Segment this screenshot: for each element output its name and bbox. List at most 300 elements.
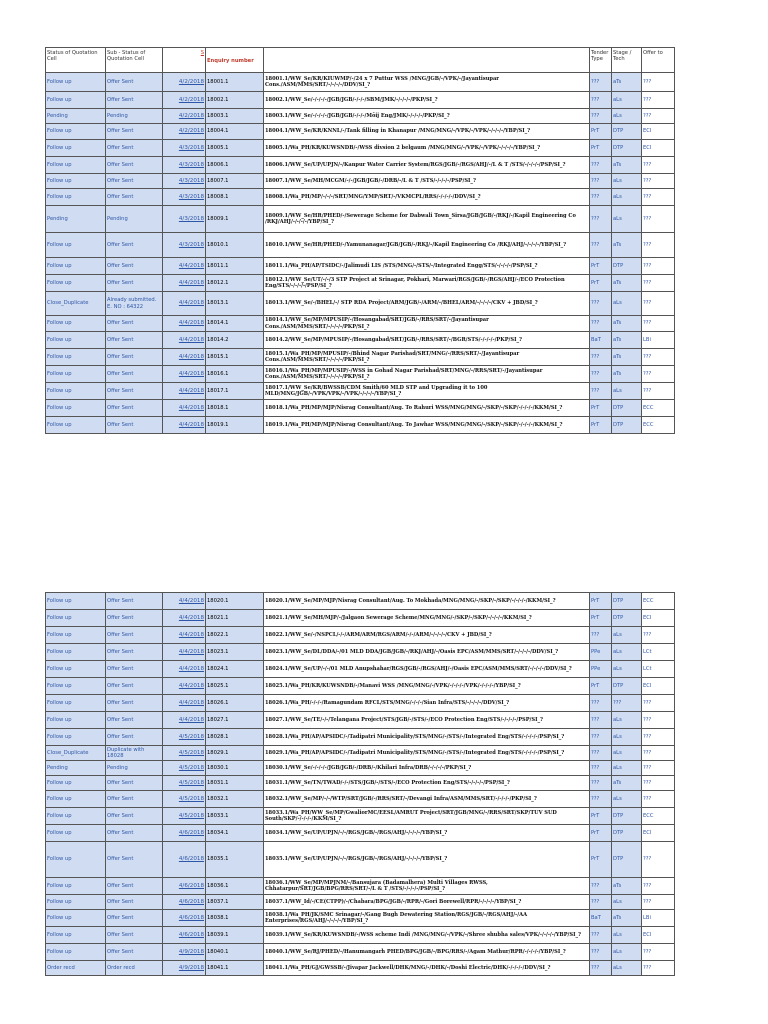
enquiry-number-cell: 18013.1 (206, 292, 264, 316)
tender-type-cell: BaT (590, 332, 612, 349)
description-cell: 18015.1/Wa_PH/MP/MPUSIP/-/Bhind Nagar Parishad/SRT/MNG/-/RRS/SRT/-/Jayantisupar Cons./ASM/MMS/SRT/-/-/-/-/PKP/SI_? (264, 349, 590, 366)
header-stage: Stage / Tech (612, 48, 642, 73)
description-cell: 18004.1/WW_Se/KR/KNNL/-/Tank filling in Khanapur /MNG/MNG/-/VPK/-/VPK/-/-/-/-/YBP/SI_? (264, 124, 590, 140)
date-link[interactable]: 4/2/2018 (163, 73, 206, 92)
table-row (46, 275, 675, 292)
description-cell: 18003.1/WW_Se/-/-/-/-/JGB/JGB/-/-/-/Mōij Eng/JMK/-/-/-/-/PKP/SI_? (264, 109, 590, 124)
enquiry-number-cell: 18018.1 (206, 400, 264, 417)
offer-to-cell: ECI (642, 927, 675, 944)
description-cell: 18002.1/WW_Se/-/-/-/-/JGB/JGB/-/-/-/SBM/JMK/-/-/-/-/PKP/SI_? (264, 92, 590, 109)
status-cell: Follow up (46, 140, 106, 157)
enquiry-number-cell: 18009.1 (206, 206, 264, 233)
offer-to-cell: ??? (642, 316, 675, 332)
status-cell: Follow up (46, 174, 106, 189)
offer-to-cell: ECI (642, 678, 675, 695)
stage-cell: aTs (612, 366, 642, 383)
sub-status-cell: Offer Sent (106, 417, 163, 434)
tender-type-cell: PrT (590, 610, 612, 627)
sub-status-cell: Offer Sent (106, 910, 163, 927)
offer-to-cell: ??? (642, 712, 675, 729)
header-date: S (163, 48, 206, 73)
status-cell: Close_Duplicate (46, 292, 106, 316)
sub-status-cell: Offer Sent (106, 895, 163, 910)
offer-to-cell: ??? (642, 776, 675, 791)
description-cell: 18025.1/Wa_PH/KR/KUWSNDB/-/Manavi WSS /MNG/MNG/-/VPK/-/-/-/-/VPK/-/-/-/-/YBP/SI_? (264, 678, 590, 695)
date-link[interactable]: 4/6/2018 (163, 910, 206, 927)
date-link[interactable]: 4/4/2018 (163, 417, 206, 434)
date-link[interactable]: 4/3/2018 (163, 174, 206, 189)
description-cell: 18027.1/WW_Se/TE/-/-/Telangana Project/STS/JGB/-/STS/-/ECO Protection Eng/STS/-/-/-/-/PSP/SI_? (264, 712, 590, 729)
status-cell: Pending (46, 206, 106, 233)
status-cell: Follow up (46, 400, 106, 417)
stage-cell: aLs (612, 644, 642, 661)
table-row (46, 157, 675, 174)
table-row (46, 944, 675, 961)
table-row (46, 842, 675, 878)
sub-status-cell: Offer Sent (106, 593, 163, 610)
table-row (46, 292, 675, 316)
date-link[interactable]: 4/3/2018 (163, 189, 206, 206)
description-cell: 18039.1/WW_Se/KR/KUWSNDB/-/WSS scheme Indi /MNG/MNG/-/VPK/-/Shree shubha sales/VPK/-/-/-/-/YBP/SI_? (264, 927, 590, 944)
description-cell: 18014.2/WW_Se/MP/MPUSIP/-/Hosangabad/SRT/JGB/-/RRS/SRT/-/BGR/STS/-/-/-/-/PKP/SI_? (264, 332, 590, 349)
stage-cell: aLs (612, 109, 642, 124)
date-link[interactable]: 4/3/2018 (163, 206, 206, 233)
stage-cell: DTP (612, 825, 642, 842)
enquiry-number-cell: 18015.1 (206, 349, 264, 366)
status-cell: Follow up (46, 644, 106, 661)
offer-to-cell: ??? (642, 895, 675, 910)
tender-type-cell: ??? (590, 712, 612, 729)
tender-type-cell: PrT (590, 140, 612, 157)
sub-status-cell: Order recd (106, 961, 163, 976)
date-link[interactable]: 4/2/2018 (163, 124, 206, 140)
date-link[interactable]: 4/4/2018 (163, 627, 206, 644)
description-cell: 18024.1/WW_Se/UP/-/-/01 MLD Anupshahar/RGS/JGB/-/RGS/AHJ/-/Oasis EPC/ASM/MMS/SRT/-/-/-/-/DDV/SI_? (264, 661, 590, 678)
tender-type-cell: BaT (590, 910, 612, 927)
date-link[interactable]: 4/2/2018 (163, 109, 206, 124)
date-link[interactable]: 4/4/2018 (163, 332, 206, 349)
table-row (46, 124, 675, 140)
status-cell: Follow up (46, 233, 106, 258)
tender-type-cell: PrT (590, 417, 612, 434)
tender-type-cell: ??? (590, 627, 612, 644)
description-cell: 18028.1/Wa_PH/AP/APSIDC/-/Tadipatri Municipality/STS/MNG/-/STS/-/Integrated Eng/STS/-/-/-/-/PSP/SI_? (264, 729, 590, 746)
date-link[interactable]: 4/3/2018 (163, 233, 206, 258)
offer-to-cell: ??? (642, 761, 675, 776)
enquiry-number-cell: 18010.1 (206, 233, 264, 258)
tender-type-cell: ??? (590, 157, 612, 174)
header-offer-to: Offer to (642, 48, 675, 73)
tender-type-cell: ??? (590, 189, 612, 206)
stage-cell: aLs (612, 895, 642, 910)
tender-type-cell: ??? (590, 961, 612, 976)
offer-to-cell: ??? (642, 695, 675, 712)
description-cell: 18013.1/WW_Se/-/BHEL/-/ STP RDA Project/ARM/JGB/-/ARM/-/BHEL/ARM/-/-/-/-/CKV + JBD/SI_? (264, 292, 590, 316)
tender-type-cell: ??? (590, 292, 612, 316)
description-cell: 18006.1/WW_Se/UP/UPJN/-/Kanpur Water Carrier System/RGS/JGB/-/RGS/AHJ/-/L & T /STS/-/-/-/-/PSP/SI_? (264, 157, 590, 174)
tender-type-cell: ??? (590, 761, 612, 776)
sub-status-cell: Offer Sent (106, 661, 163, 678)
date-link[interactable]: 4/9/2018 (163, 944, 206, 961)
offer-to-cell: ECC (642, 808, 675, 825)
tender-type-cell: ??? (590, 109, 612, 124)
stage-cell: aLs (612, 961, 642, 976)
stage-cell: aTs (612, 349, 642, 366)
offer-to-cell: ??? (642, 73, 675, 92)
table-row (46, 109, 675, 124)
sub-status-cell: Offer Sent (106, 316, 163, 332)
date-link[interactable]: 4/6/2018 (163, 895, 206, 910)
tender-type-cell: ??? (590, 895, 612, 910)
date-link[interactable]: 4/5/2018 (163, 776, 206, 791)
stage-cell: aTs (612, 233, 642, 258)
header-description (264, 48, 590, 73)
description-cell: 18026.1/Wa_PH/-/-/-/Ramagundam RFCL/STS/MNG/-/-/-/Sian Infra/STS/-/-/-/-/DDV/SI_? (264, 695, 590, 712)
offer-to-cell: ??? (642, 729, 675, 746)
offer-to-cell: ECC (642, 400, 675, 417)
table-row (46, 695, 675, 712)
stage-cell: DTP (612, 417, 642, 434)
offer-to-cell: ??? (642, 258, 675, 275)
header-tender-type: Tender Type (590, 48, 612, 73)
sub-status-cell: Duplicate with 18028 (106, 746, 163, 761)
sub-status-cell: Offer Sent (106, 275, 163, 292)
table-row (46, 776, 675, 791)
tender-type-cell: ??? (590, 927, 612, 944)
stage-cell: aTs (612, 316, 642, 332)
enquiry-number-cell: 18031.1 (206, 776, 264, 791)
stage-cell: aLs (612, 292, 642, 316)
description-cell: 18010.1/WW_Se/HR/PHED/-/Yamunanagar/JGB/JGB/-/RKJ/-/Kapil Engineering Co /RKJ/AHJ/-/-/-/-/YBP/SI_? (264, 233, 590, 258)
description-cell: 18040.1/WW_Se/RJ/PHED/-/Hanumangarh PHED/BPG/JGB/-/BPG/RRS/-/Agam Mathur/RPR/-/-/-/-/YBP/SI_? (264, 944, 590, 961)
table-row (46, 927, 675, 944)
description-cell: 18030.1/WW_Se/-/-/-/-/JGB/JGB/-/DRB/-/Khilari Infra/DRB/-/-/-/-/PKP/SI_? (264, 761, 590, 776)
status-cell: Follow up (46, 349, 106, 366)
description-cell: 18032.1/WW_Se/MP/-/-/WTP/SRT/JGB/-/RRS/SRT/-/Devangi Infra/ASM/MMS/SRT/-/-/-/-/PKP/SI_? (264, 791, 590, 808)
status-cell: Follow up (46, 316, 106, 332)
offer-to-cell: ??? (642, 791, 675, 808)
enquiry-number-cell: 18012.1 (206, 275, 264, 292)
date-link[interactable]: 4/6/2018 (163, 927, 206, 944)
header-sub-status: Sub - Status of Quotation Cell (106, 48, 163, 73)
tender-type-cell: PrT (590, 258, 612, 275)
enquiry-number-cell: 18007.1 (206, 174, 264, 189)
table-row (46, 678, 675, 695)
table-row (46, 878, 675, 895)
sub-status-cell: Offer Sent (106, 233, 163, 258)
tender-type-cell: PrT (590, 593, 612, 610)
enquiry-number-cell: 18035.1 (206, 842, 264, 878)
enquiry-number-cell: 18014.1 (206, 316, 264, 332)
date-link[interactable]: 4/4/2018 (163, 695, 206, 712)
stage-cell: aLs (612, 791, 642, 808)
date-link[interactable]: 4/4/2018 (163, 383, 206, 400)
description-cell: 18020.1/WW_Se/MP/MJP/Nisrag Consultant/Aug. To Mokhada/MNG/MNG/-/SKP/-/SKP/-/-/-/-/KKM/SI_? (264, 593, 590, 610)
offer-to-cell: ??? (642, 189, 675, 206)
tender-type-cell: ??? (590, 776, 612, 791)
sub-status-cell: Offer Sent (106, 944, 163, 961)
description-cell: 18035.1/WW_Se/UP/UPJN/-/-/RGS/JGB/-/RGS/AHJ/-/-/-/-/YBP/SI_? (264, 842, 590, 878)
description-cell: 18019.1/Wa_PH/MP/MJP/Nisrag Consultant/Aug. To Jawhar WSS/MNG/MNG/-/SKP/-/SKP/-/-/-/-/KKM/SI_? (264, 417, 590, 434)
offer-to-cell: ECC (642, 417, 675, 434)
sub-status-cell: Offer Sent (106, 644, 163, 661)
stage-cell: aTs (612, 878, 642, 895)
enquiry-number-cell: 18005.1 (206, 140, 264, 157)
description-cell: 18017.1/WW_Se/KR/BWSSB/CDM Smith/60 MLD STP and Upgrading it to 100 MLD/MNG/JGB/-/VPK/VPK/-/VPK/-/-/-/-/YBP/SI_? (264, 383, 590, 400)
date-link[interactable]: 4/4/2018 (163, 366, 206, 383)
table-row (46, 610, 675, 627)
sub-status-cell: Offer Sent (106, 400, 163, 417)
sub-status-cell: Offer Sent (106, 678, 163, 695)
enquiry-number-cell: 18021.1 (206, 610, 264, 627)
description-cell: 18023.1/WW_Se/DL/DDA/-/01 MLD DDA/JGB/JGB/-/RKJ/AHJ/-/Oasis EPC/ASM/MMS/SRT/-/-/-/-/DDV/SI_? (264, 644, 590, 661)
status-cell: Follow up (46, 417, 106, 434)
description-cell: 18041.1/Wa_PH/GJ/GWSSB/-/Jivapar Jackwell/DHK/MNG/-/DHK/-/Doshi Electric/DHK/-/-/-/-/DDV/SI_? (264, 961, 590, 976)
enquiry-number-cell: 18032.1 (206, 791, 264, 808)
status-cell: Follow up (46, 627, 106, 644)
sub-status-cell: Pending (106, 206, 163, 233)
enquiry-number-cell: 18025.1 (206, 678, 264, 695)
offer-to-cell: LBi (642, 910, 675, 927)
description-cell: 18033.1/Wa_PH/WW_Se/MP/GwaliorMC/EESL/AMRUT Project/SRT/JGB/MNG/-/RRS/SRT/SKP/TUV SUD South/SKP/-/-/-/-/KKM/SI_? (264, 808, 590, 825)
status-cell: Follow up (46, 678, 106, 695)
date-link[interactable]: 4/6/2018 (163, 825, 206, 842)
date-link[interactable]: 4/4/2018 (163, 316, 206, 332)
sub-status-cell: Offer Sent (106, 73, 163, 92)
enquiry-number-cell: 18016.1 (206, 366, 264, 383)
status-cell: Follow up (46, 661, 106, 678)
status-cell: Follow up (46, 73, 106, 92)
enquiry-number-cell: 18014.2 (206, 332, 264, 349)
enquiry-number-cell: 18026.1 (206, 695, 264, 712)
table-row (46, 661, 675, 678)
status-cell: Follow up (46, 332, 106, 349)
tender-type-cell: ??? (590, 92, 612, 109)
date-link[interactable]: 4/2/2018 (163, 92, 206, 109)
status-cell: Follow up (46, 593, 106, 610)
enquiry-number-cell: 18008.1 (206, 189, 264, 206)
status-cell: Follow up (46, 189, 106, 206)
date-link[interactable]: 4/3/2018 (163, 157, 206, 174)
offer-to-cell: ??? (642, 206, 675, 233)
description-cell: 18005.1/Wa_PH/KR/KUWSNDB/-/WSS divsion 2 belgaum /MNG/MNG/-/VPK/-/VPK/-/-/-/-/YBP/SI_? (264, 140, 590, 157)
date-link[interactable]: 4/4/2018 (163, 712, 206, 729)
stage-cell: DTP (612, 842, 642, 878)
stage-cell: DTP (612, 610, 642, 627)
enquiry-number-cell: 18040.1 (206, 944, 264, 961)
description-cell: 18021.1/WW_Se/MH/MJP/-/Jalgaon Sewerage Scheme/MNG/MNG/-/SKP/-/SKP/-/-/-/-/KKM/SI_? (264, 610, 590, 627)
description-cell: 18014.1/WW_Se/MP/MPUSIP/-/Hosangabad/SRT/JGB/-/RRS/SRT/-/Jayantisupar Cons./ASM/MMS/SRT/-/-/-/-/PKP/SI_? (264, 316, 590, 332)
offer-to-cell: LBi (642, 332, 675, 349)
tender-type-cell: PrT (590, 825, 612, 842)
sub-status-cell: Already submitted. E. NO : 64322 (106, 292, 163, 316)
table-row (46, 92, 675, 109)
sub-status-cell: Offer Sent (106, 712, 163, 729)
date-link[interactable]: 4/4/2018 (163, 678, 206, 695)
sub-status-cell: Offer Sent (106, 808, 163, 825)
stage-cell: DTP (612, 258, 642, 275)
tender-type-cell: ??? (590, 366, 612, 383)
description-cell: 18037.1/WW_Id/-/CE(CTPP)/-/Chabara/BPG/JGB/-/RPR/-/Gori Borewell/RPR/-/-/-/-/YBP/SI_? (264, 895, 590, 910)
table-row (46, 189, 675, 206)
date-link[interactable]: 4/6/2018 (163, 842, 206, 878)
date-link[interactable]: 4/6/2018 (163, 878, 206, 895)
enquiry-number-cell: 18004.1 (206, 124, 264, 140)
tender-type-cell: ??? (590, 383, 612, 400)
table-row (46, 258, 675, 275)
table-row (46, 174, 675, 189)
enquiry-number-cell: 18030.1 (206, 761, 264, 776)
status-cell: Follow up (46, 729, 106, 746)
date-link[interactable]: 4/4/2018 (163, 292, 206, 316)
sub-status-cell: Offer Sent (106, 92, 163, 109)
enquiry-number-cell: 18001.1 (206, 73, 264, 92)
table-row (46, 233, 675, 258)
description-cell: 18022.1/WW_Se/-/NSPCL/-/-/ARM/ARM/RGS/ARM/-/-/ARM/-/-/-/-/CKV + JBD/SI_? (264, 627, 590, 644)
offer-to-cell: ??? (642, 842, 675, 878)
description-cell: 18009.1/WW_Se/HR/PHED/-/Sewerage Scheme for Dabwali Town_Sirsa/JGB/JGB/-/RKJ/-/Kapil Engineering Co /RKJ/AHJ/-/-/-/-/YBP/SI_? (264, 206, 590, 233)
offer-to-cell: ECI (642, 610, 675, 627)
sub-status-cell: Offer Sent (106, 366, 163, 383)
date-link[interactable]: 4/4/2018 (163, 593, 206, 610)
status-cell: Follow up (46, 258, 106, 275)
table-row (46, 910, 675, 927)
table-row (46, 644, 675, 661)
stage-cell: DTP (612, 140, 642, 157)
date-link[interactable]: 4/4/2018 (163, 400, 206, 417)
date-link[interactable]: 4/5/2018 (163, 808, 206, 825)
table-row (46, 825, 675, 842)
enquiry-number-cell: 18017.1 (206, 383, 264, 400)
sub-status-cell: Offer Sent (106, 124, 163, 140)
offer-to-cell: ??? (642, 366, 675, 383)
table-row (46, 627, 675, 644)
sub-status-cell: Offer Sent (106, 842, 163, 878)
date-link[interactable]: 4/3/2018 (163, 140, 206, 157)
tender-type-cell: PrT (590, 400, 612, 417)
stage-cell: aLs (612, 189, 642, 206)
offer-to-cell: ??? (642, 383, 675, 400)
table-row (46, 761, 675, 776)
stage-cell: DTP (612, 678, 642, 695)
tender-type-cell: PrT (590, 678, 612, 695)
description-cell: 18031.1/WW_Se/TN/TWAD/-/-/STS/JGB/-/STS/-/ECO Protection Eng/STS/-/-/-/-/PSP/SI_? (264, 776, 590, 791)
stage-cell: aLs (612, 746, 642, 761)
header-enquiry-number: Enquiry number (206, 48, 264, 73)
enquiry-number-cell: 18034.1 (206, 825, 264, 842)
sub-status-cell: Offer Sent (106, 383, 163, 400)
stage-cell: aTs (612, 776, 642, 791)
sub-status-cell: Offer Sent (106, 174, 163, 189)
date-link[interactable]: 4/5/2018 (163, 729, 206, 746)
date-link[interactable]: 4/4/2018 (163, 644, 206, 661)
tender-type-cell: PPe (590, 644, 612, 661)
sub-status-cell: Offer Sent (106, 695, 163, 712)
date-link[interactable]: 4/5/2018 (163, 746, 206, 761)
offer-to-cell: ECI (642, 124, 675, 140)
sub-status-cell: Offer Sent (106, 825, 163, 842)
tender-type-cell: PrT (590, 842, 612, 878)
description-cell: 18018.1/Wa_PH/MP/MJP/Nisrag Consultant/Aug. To Rahuri WSS/MNG/MNG/-/SKP/-/SKP/-/-/-/-/KKM/SI_? (264, 400, 590, 417)
stage-cell: aLs (612, 712, 642, 729)
offer-to-cell: LCt (642, 644, 675, 661)
status-cell: Follow up (46, 383, 106, 400)
sub-status-cell: Offer Sent (106, 776, 163, 791)
sub-status-cell: Offer Sent (106, 878, 163, 895)
date-link[interactable]: 4/4/2018 (163, 258, 206, 275)
sub-status-cell: Pending (106, 761, 163, 776)
date-link[interactable]: 4/5/2018 (163, 791, 206, 808)
table-row (46, 791, 675, 808)
stage-cell: aTs (612, 73, 642, 92)
table-row (46, 593, 675, 610)
offer-to-cell: ??? (642, 109, 675, 124)
enquiry-number-cell: 18029.1 (206, 746, 264, 761)
tender-type-cell: ??? (590, 233, 612, 258)
enquiry-number-cell: 18038.1 (206, 910, 264, 927)
sub-status-cell: Offer Sent (106, 157, 163, 174)
tender-type-cell: ??? (590, 316, 612, 332)
enquiry-number-cell: 18024.1 (206, 661, 264, 678)
status-cell: Follow up (46, 878, 106, 895)
table-row (46, 332, 675, 349)
table-row (46, 366, 675, 383)
enquiry-number-cell: 18003.1 (206, 109, 264, 124)
enquiry-number-cell: 18033.1 (206, 808, 264, 825)
description-cell: 18034.1/WW_Se/UP/UPJN/-/-/RGS/JGB/-/RGS/AHJ/-/-/-/-/YBP/SI_? (264, 825, 590, 842)
table-row (46, 206, 675, 233)
status-cell: Follow up (46, 791, 106, 808)
tender-type-cell: ??? (590, 791, 612, 808)
sub-status-cell: Offer Sent (106, 140, 163, 157)
table-row (46, 400, 675, 417)
date-link[interactable]: 4/4/2018 (163, 610, 206, 627)
table-row (46, 808, 675, 825)
offer-to-cell: ??? (642, 174, 675, 189)
date-link[interactable]: 4/4/2018 (163, 349, 206, 366)
status-cell: Follow up (46, 695, 106, 712)
tender-type-cell: PrT (590, 808, 612, 825)
status-cell: Follow up (46, 842, 106, 878)
sub-status-cell: Offer Sent (106, 332, 163, 349)
description-cell: 18038.1/Wa_PH/JK/SMC Srinagar/-/Gang Bugh Dewatering Station/RGS/JGB/-/RGS/AHJ/-/AA Enterprises/RGS/AHJ/-/-/-/-/YBP/SI_? (264, 910, 590, 927)
sub-status-cell: Offer Sent (106, 729, 163, 746)
stage-cell: aTs (612, 332, 642, 349)
offer-to-cell: ??? (642, 878, 675, 895)
status-cell: Follow up (46, 366, 106, 383)
stage-cell: ??? (612, 695, 642, 712)
offer-to-cell: ECI (642, 825, 675, 842)
table-row (46, 417, 675, 434)
status-cell: Follow up (46, 895, 106, 910)
enquiry-number-cell: 18022.1 (206, 627, 264, 644)
stage-cell: aLs (612, 761, 642, 776)
table-row (46, 712, 675, 729)
description-cell: 18001.1/WW_Se/KR/KIUWMP/-/24 x 7 Puttur WSS /MNG/JGB/-/VPK/-/Jayantisupar Cons./ASM/MMS/SRT/-/-/-/-/DDV/SI_? (264, 73, 590, 92)
stage-cell: aLs (612, 661, 642, 678)
date-link[interactable]: 4/4/2018 (163, 661, 206, 678)
stage-cell: aLs (612, 627, 642, 644)
offer-to-cell: ??? (642, 233, 675, 258)
enquiry-number-cell: 18041.1 (206, 961, 264, 976)
tender-type-cell: ??? (590, 878, 612, 895)
date-link[interactable]: 4/9/2018 (163, 961, 206, 976)
sub-status-cell: Pending (106, 109, 163, 124)
date-link[interactable]: 4/5/2018 (163, 761, 206, 776)
status-cell: Follow up (46, 124, 106, 140)
date-link[interactable]: 4/4/2018 (163, 275, 206, 292)
status-cell: Follow up (46, 910, 106, 927)
